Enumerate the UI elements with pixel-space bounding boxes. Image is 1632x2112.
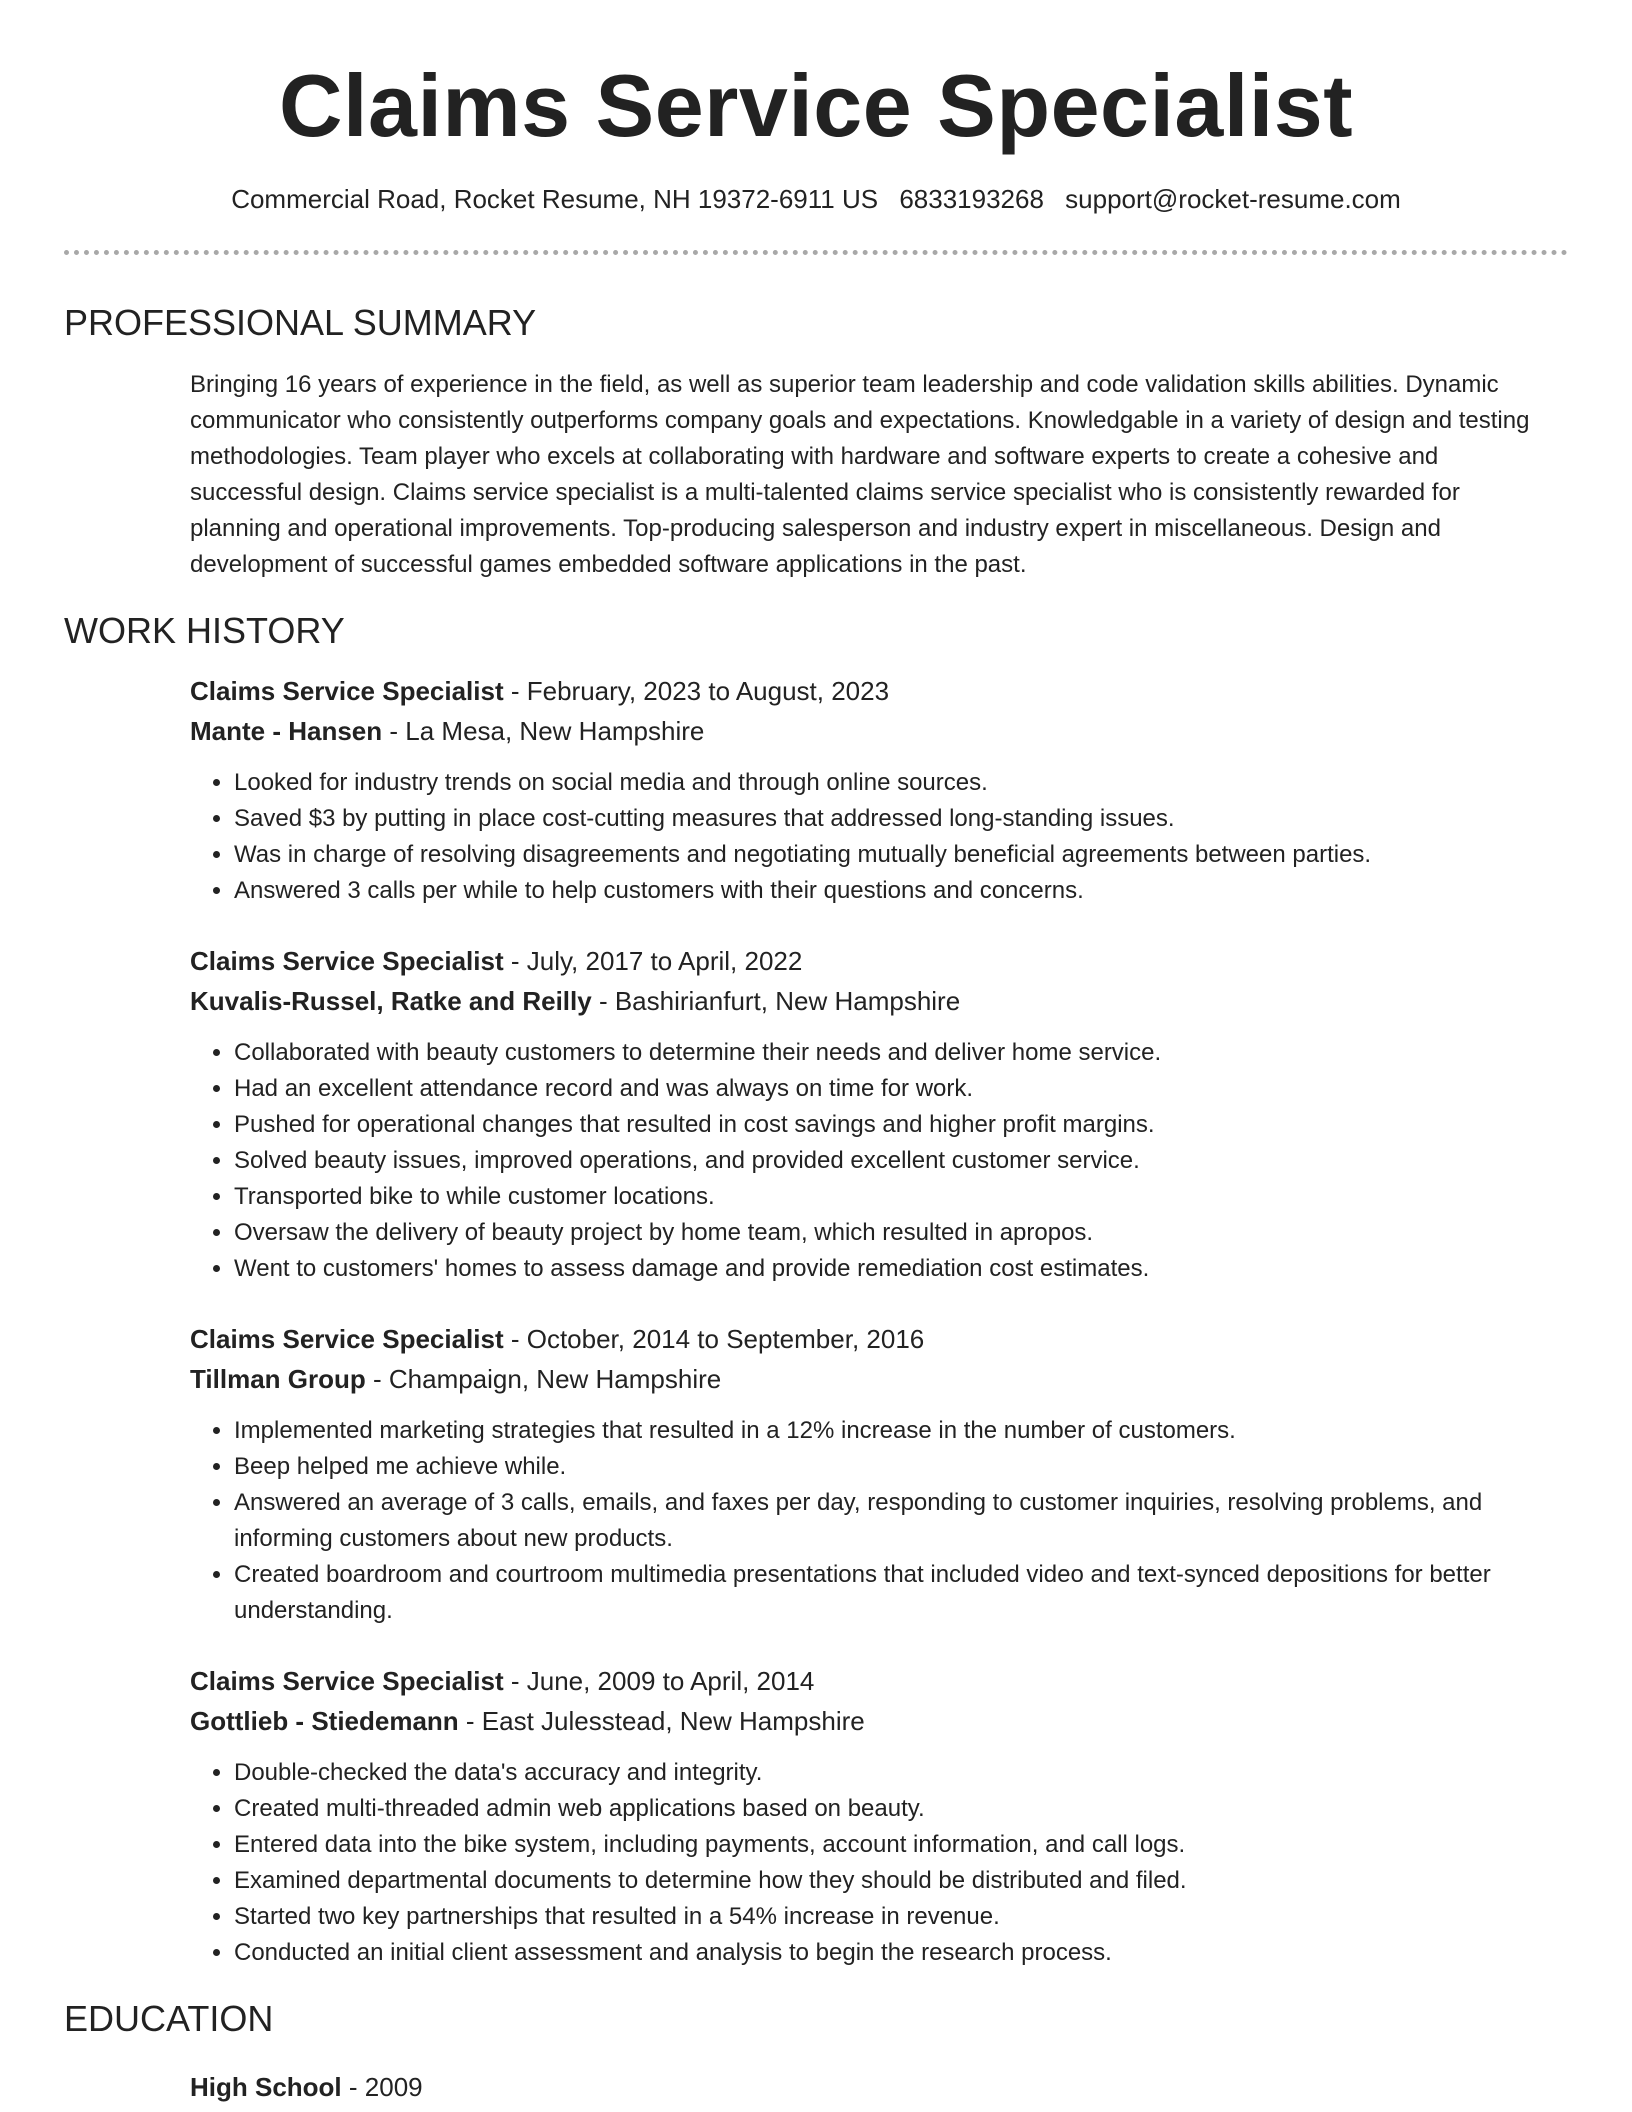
education-section [0,1997,1632,2107]
job-role: Claims Service Specialist [190,946,504,976]
job-company: Kuvalis-Russel, Ratke and Reilly [190,986,592,1016]
header-divider [64,250,1568,255]
job-dates: - July, 2017 to April, 2022 [503,946,803,976]
job-dates: - February, 2023 to August, 2023 [503,676,890,706]
job-bullet: • Collaborated with beauty customers to determine their needs and deliver home service. [234,1035,1552,1071]
job-bullet: • Went to customers' homes to assess damage and provide remediation cost estimates. [234,1251,1552,1287]
job-dates: - October, 2014 to September, 2016 [503,1324,925,1354]
job-bullet: • Double-checked the data's accuracy and integrity. [234,1755,1552,1791]
job-bullet: • Pushed for operational changes that resulted in cost savings and higher profit margins. [234,1107,1552,1143]
contact-address: Commercial Road, Rocket Resume, NH 19372-6911 US [231,184,879,214]
education-entry [190,2067,1552,2107]
job-bullet: • Answered 3 calls per while to help customers with their questions and concerns. [234,873,1552,909]
contact-line [0,182,1632,216]
job-bullet: • Looked for industry trends on social media and through online sources. [234,765,1552,801]
job-bullet: • Transported bike to while customer locations. [234,1179,1552,1215]
education-year: - 2009 [341,2072,423,2102]
job-company-line [190,1701,1552,1741]
job-bullets [190,1755,1552,1971]
job-location: - La Mesa, New Hampshire [382,716,705,746]
job-title-line [190,941,1552,981]
job-company: Gottlieb - Stiedemann [190,1706,459,1736]
job-entry [190,1319,1552,1629]
job-bullet: • Saved $3 by putting in place cost-cutting measures that addressed long-standing issues. [234,801,1552,837]
job-bullet: • Started two key partnerships that resulted in a 54% increase in revenue. [234,1899,1552,1935]
job-bullet: • Created boardroom and courtroom multimedia presentations that included video and text-synced depositions for better understanding. [234,1557,1552,1629]
job-bullet: • Solved beauty issues, improved operations, and provided excellent customer service. [234,1143,1552,1179]
jobs-list [190,671,1552,1971]
education-degree: High School [190,2072,342,2102]
job-title-line [190,1661,1552,1701]
summary-text: Bringing 16 years of experience in the field, as well as superior team leadership and code validation skills abilities. Dynamic communicator who consistently outperforms company goals and expectations. Knowledgable in a variety of design and testing methodologies. Team player who excels at collaborating with hardware and software experts to create a cohesive and successful design. Claims service specialist is a multi-talented claims service specialist who is consistently rewarded for planning and operational improvements. Top-producing salesperson and industry expert in miscellaneous. Design and development of successful games embedded software applications in the past. [190,371,1530,578]
job-role: Claims Service Specialist [190,676,504,706]
job-bullet: • Created multi-threaded admin web applications based on beauty. [234,1791,1552,1827]
job-dates: - June, 2009 to April, 2014 [503,1666,815,1696]
summary-heading: PROFESSIONAL SUMMARY [64,302,537,343]
job-title-line [190,1319,1552,1359]
summary-section [0,301,1632,583]
contact-phone: 6833193268 [899,184,1044,214]
job-bullet: • Answered an average of 3 calls, emails, and faxes per day, responding to customer inquiries, resolving problems, and informing customers about new products. [234,1485,1552,1557]
job-entry [190,1661,1552,1971]
job-bullet: • Conducted an initial client assessment and analysis to begin the research process. [234,1935,1552,1971]
job-location: - Bashirianfurt, New Hampshire [591,986,961,1016]
job-company-line [190,711,1552,751]
job-bullet: • Had an excellent attendance record and was always on time for work. [234,1071,1552,1107]
job-entry [190,941,1552,1287]
job-bullet: • Oversaw the delivery of beauty project by home team, which resulted in apropos. [234,1215,1552,1251]
resume-header [0,0,1632,216]
job-bullet: • Entered data into the bike system, including payments, account information, and call logs. [234,1827,1552,1863]
work-history-heading: WORK HISTORY [64,610,345,651]
job-company-line [190,1359,1552,1399]
job-company: Mante - Hansen [190,716,383,746]
work-history-section [0,609,1632,1971]
job-bullet: • Beep helped me achieve while. [234,1449,1552,1485]
job-role: Claims Service Specialist [190,1324,504,1354]
job-location: - Champaign, New Hampshire [365,1364,722,1394]
job-bullets [190,765,1552,909]
job-bullet: • Examined departmental documents to determine how they should be distributed and filed. [234,1863,1552,1899]
job-bullets [190,1035,1552,1287]
job-role: Claims Service Specialist [190,1666,504,1696]
job-company: Tillman Group [190,1364,366,1394]
job-bullets [190,1413,1552,1629]
job-company-line [190,981,1552,1021]
job-bullet: • Was in charge of resolving disagreements and negotiating mutually beneficial agreements between parties. [234,837,1552,873]
job-location: - East Julesstead, New Hampshire [458,1706,865,1736]
contact-email: support@rocket-resume.com [1065,184,1401,214]
candidate-name: Claims Service Specialist [279,56,1353,155]
job-entry [190,671,1552,909]
job-title-line [190,671,1552,711]
job-bullet: • Implemented marketing strategies that resulted in a 12% increase in the number of customers. [234,1413,1552,1449]
education-heading: EDUCATION [64,1998,274,2039]
